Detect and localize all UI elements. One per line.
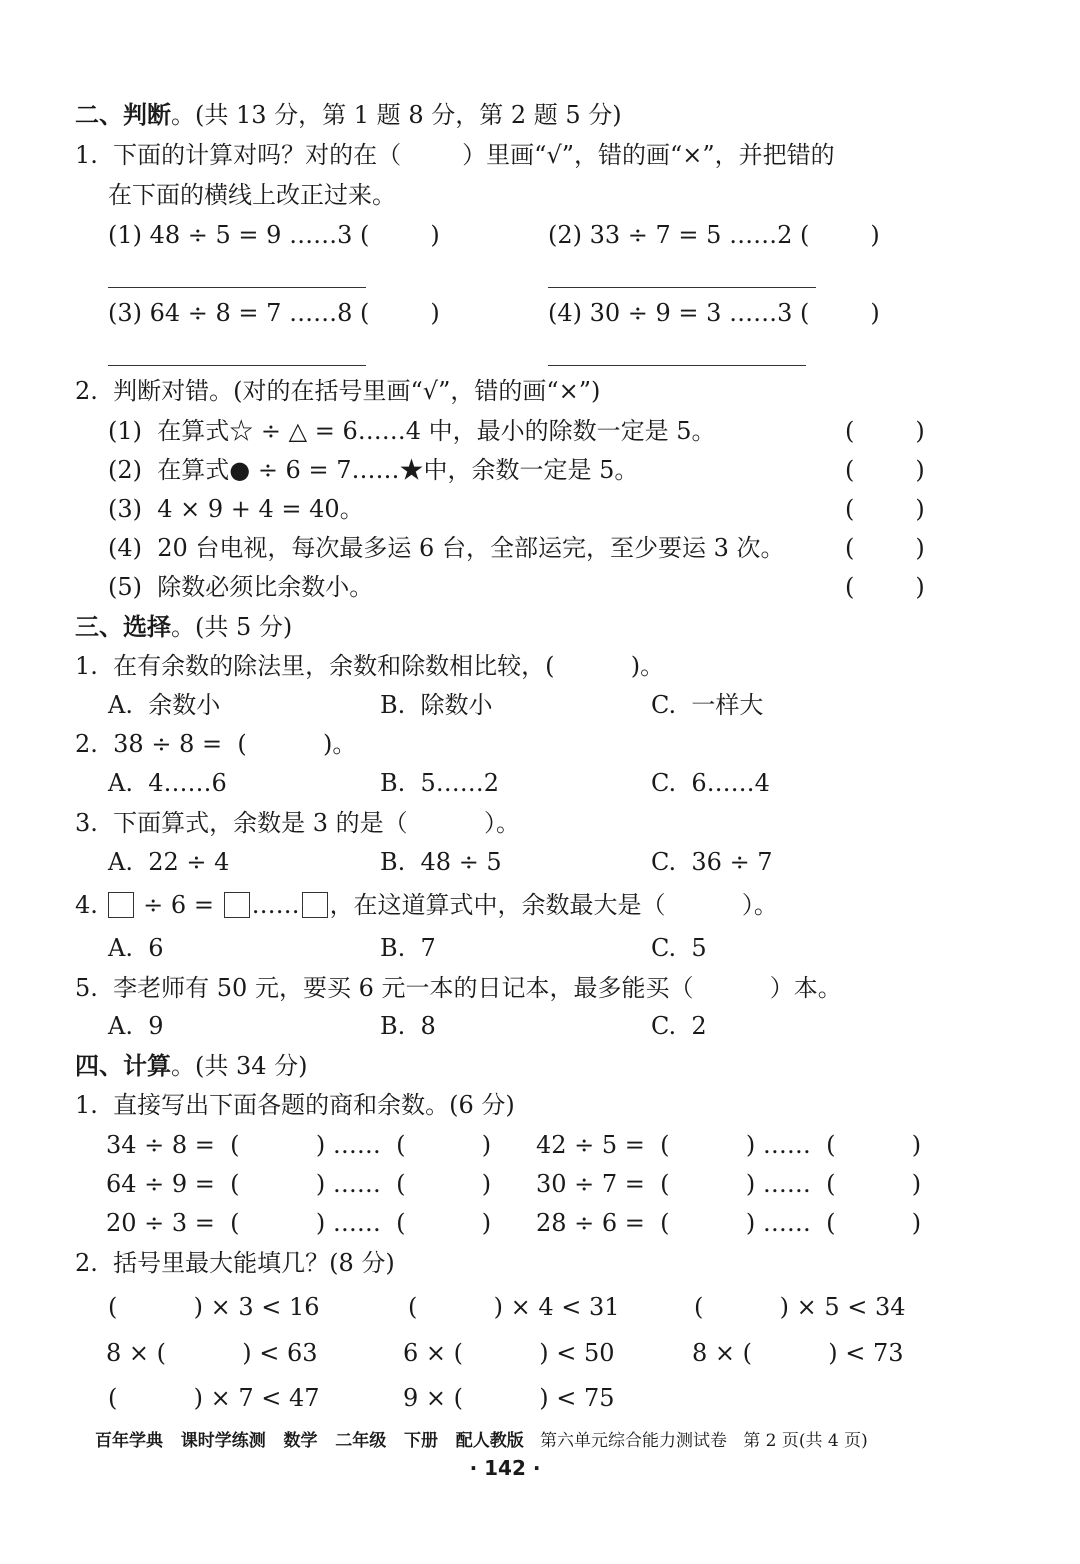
- s4-q2-title: 2. 括号里最大能填几？(8 分): [75, 1249, 395, 1277]
- answer-line[interactable]: [548, 287, 816, 288]
- section-4-heading: 四、计算。(共 34 分): [75, 1052, 308, 1080]
- option-a[interactable]: A. 余数小: [108, 691, 221, 719]
- answer-line[interactable]: [108, 287, 366, 288]
- blank-box[interactable]: [108, 892, 134, 918]
- s2-q2-item: (4) 20 台电视，每次最多运 6 台，全部运完，至少要运 3 次。: [108, 534, 785, 562]
- s2-q1-item: (3) 64 ÷ 8 = 7 ……8 ( ): [108, 299, 440, 327]
- s2-q2-item: (3) 4 × 9 + 4 = 40。: [108, 495, 364, 523]
- s4-q2-item[interactable]: 8 × ( ) < 73: [692, 1339, 904, 1367]
- answer-paren[interactable]: ( ): [845, 534, 925, 562]
- s2-q2-item: (2) 在算式● ÷ 6 = 7……★中，余数一定是 5。: [108, 456, 639, 484]
- answer-paren[interactable]: ( ): [845, 573, 925, 601]
- s4-q2-item[interactable]: 9 × ( ) < 75: [403, 1384, 615, 1412]
- section-2-heading: 二、判断。(共 13 分，第 1 题 8 分，第 2 题 5 分): [75, 101, 622, 129]
- option-a[interactable]: A. 9: [108, 1012, 164, 1040]
- s4-q1-item[interactable]: 30 ÷ 7 = ( ) …… ( ): [536, 1170, 922, 1198]
- option-b[interactable]: B. 8: [380, 1012, 436, 1040]
- option-a[interactable]: A. 6: [108, 934, 164, 962]
- s2-q1-line2: 在下面的横线上改正过来。: [108, 181, 396, 209]
- answer-paren[interactable]: ( ): [845, 456, 925, 484]
- option-c[interactable]: C. 一样大: [651, 691, 764, 719]
- s2-q1-item: (1) 48 ÷ 5 = 9 ……3 ( ): [108, 221, 440, 249]
- s2-q1-item: (4) 30 ÷ 9 = 3 ……3 ( ): [548, 299, 880, 327]
- s4-q1-item[interactable]: 64 ÷ 9 = ( ) …… ( ): [106, 1170, 492, 1198]
- s3-question: 3. 下面算式，余数是 3 的是（ ）。: [75, 809, 520, 837]
- s2-q2-item: (5) 除数必须比余数小。: [108, 573, 374, 601]
- option-b[interactable]: B. 5……2: [380, 769, 500, 797]
- s4-q1-item[interactable]: 20 ÷ 3 = ( ) …… ( ): [106, 1209, 492, 1237]
- option-a[interactable]: A. 4……6: [108, 769, 227, 797]
- s4-q2-item[interactable]: ( ) × 4 < 31: [408, 1293, 620, 1321]
- option-b[interactable]: B. 7: [380, 934, 436, 962]
- answer-paren[interactable]: ( ): [845, 495, 925, 523]
- s4-q1-title: 1. 直接写出下面各题的商和余数。(6 分): [75, 1091, 515, 1119]
- s3-question: 5. 李老师有 50 元，要买 6 元一本的日记本，最多能买（ ）本。: [75, 974, 842, 1002]
- option-c[interactable]: C. 6……4: [651, 769, 770, 797]
- page-number: · 142 ·: [469, 1456, 541, 1480]
- option-b[interactable]: B. 48 ÷ 5: [380, 848, 502, 876]
- blank-box[interactable]: [224, 892, 250, 918]
- s4-q2-item[interactable]: ( ) × 7 < 47: [108, 1384, 320, 1412]
- s2-q2-title: 2. 判断对错。(对的在括号里画“√”，错的画“×”): [75, 377, 601, 405]
- answer-paren[interactable]: ( ): [845, 417, 925, 445]
- s4-q1-item[interactable]: 42 ÷ 5 = ( ) …… ( ): [536, 1131, 922, 1159]
- answer-line[interactable]: [108, 365, 366, 366]
- option-a[interactable]: A. 22 ÷ 4: [108, 848, 230, 876]
- page-footer: 百年学典 课时学练测 数学 二年级 下册 配人教版 第六单元综合能力测试卷 第 2 页(共 4 页): [95, 1431, 868, 1451]
- option-c[interactable]: C. 36 ÷ 7: [651, 848, 773, 876]
- answer-line[interactable]: [548, 365, 806, 366]
- s3-question: 2. 38 ÷ 8 = ( )。: [75, 730, 357, 758]
- s3-question: 1. 在有余数的除法里，余数和除数相比较，( )。: [75, 652, 665, 680]
- s3-question-4: 4. ÷ 6 = …… ，在这道算式中，余数最大是（ ）。: [75, 891, 778, 919]
- s4-q1-item[interactable]: 28 ÷ 6 = ( ) …… ( ): [536, 1209, 922, 1237]
- s2-q1-item: (2) 33 ÷ 7 = 5 ……2 ( ): [548, 221, 880, 249]
- s4-q1-item[interactable]: 34 ÷ 8 = ( ) …… ( ): [106, 1131, 492, 1159]
- blank-box[interactable]: [302, 892, 328, 918]
- s2-q1-line1: 1. 下面的计算对吗？对的在（ ）里画“√”，错的画“×”，并把错的: [75, 141, 835, 169]
- s4-q2-item[interactable]: 6 × ( ) < 50: [403, 1339, 615, 1367]
- s4-q2-item[interactable]: ( ) × 3 < 16: [108, 1293, 320, 1321]
- option-b[interactable]: B. 除数小: [380, 691, 493, 719]
- section-3-heading: 三、选择。(共 5 分): [75, 613, 293, 641]
- s2-q2-item: (1) 在算式☆ ÷ △ = 6……4 中，最小的除数一定是 5。: [108, 417, 716, 445]
- s4-q2-item[interactable]: ( ) × 5 < 34: [694, 1293, 906, 1321]
- option-c[interactable]: C. 5: [651, 934, 707, 962]
- s4-q2-item[interactable]: 8 × ( ) < 63: [106, 1339, 318, 1367]
- option-c[interactable]: C. 2: [651, 1012, 707, 1040]
